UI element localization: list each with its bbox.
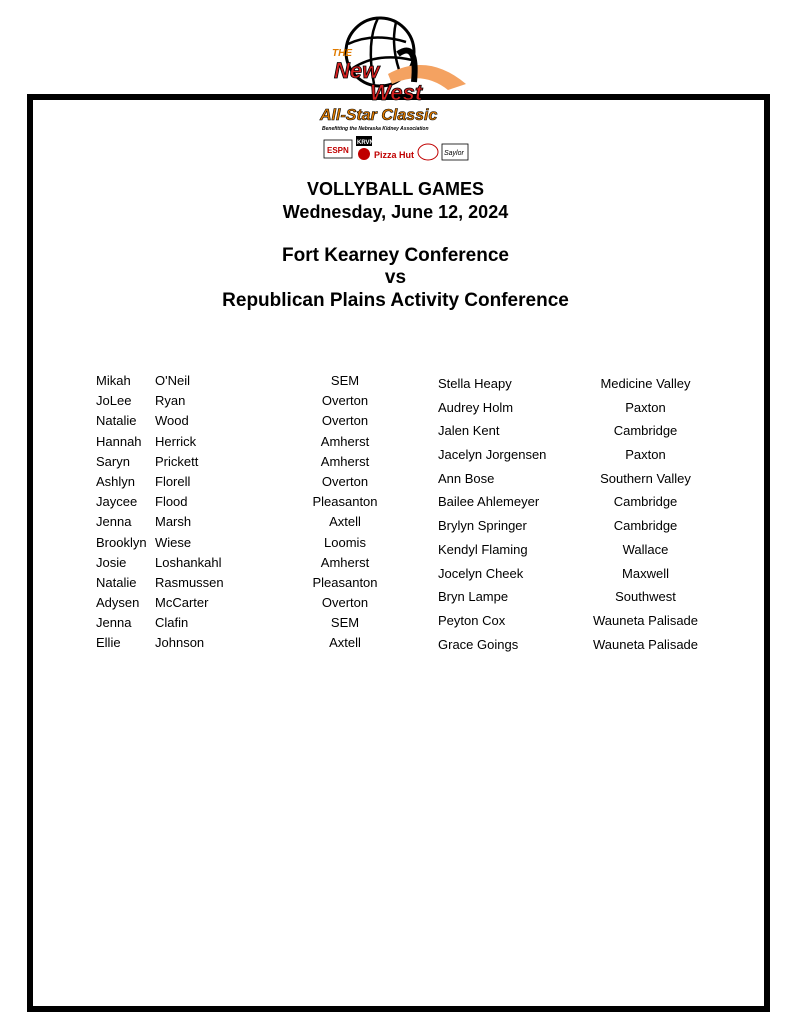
player-school: Southwest [615, 589, 676, 605]
player-first-name: Jaycee [96, 494, 138, 510]
svg-text:ESPN: ESPN [327, 146, 349, 155]
player-last-name: McCarter [155, 595, 209, 611]
roster-row [96, 633, 416, 653]
player-name: Peyton Cox [438, 612, 506, 628]
player-first-name: Jenna [96, 615, 132, 631]
player-first-name: Natalie [96, 574, 137, 590]
roster-row [96, 533, 416, 553]
player-school: Pleasanton [312, 494, 378, 510]
roster-row [96, 573, 416, 593]
roster-row [438, 372, 728, 396]
player-first-name: JoLee [96, 393, 132, 409]
roster-row [438, 490, 728, 514]
roster-row [96, 472, 416, 492]
roster-row [96, 492, 416, 512]
player-school: Amherst [320, 433, 370, 449]
player-school: Wauneta Palisade [592, 612, 699, 628]
player-name: Bailee Ahlemeyer [438, 494, 540, 510]
player-name: Ann Bose [438, 470, 495, 486]
player-last-name: Wiese [155, 534, 192, 550]
team2-name: Republican Plains Activity Conference [222, 290, 569, 311]
player-first-name: Brooklyn [96, 534, 147, 550]
player-first-name: Jenna [96, 514, 132, 530]
event-title: VOLLYBALL GAMES [306, 179, 485, 199]
svg-text:Benefitting the Nebraska Kidne: Benefitting the Nebraska Kidney Association [322, 126, 429, 132]
roster-row [438, 562, 728, 586]
player-last-name: Johnson [155, 635, 205, 651]
player-last-name: Herrick [155, 433, 197, 449]
roster-row [438, 514, 728, 538]
roster-row [96, 553, 416, 573]
roster-row [96, 391, 416, 411]
svg-text:New: New [334, 58, 380, 83]
player-first-name: Adysen [96, 595, 140, 611]
player-school: Maxwell [622, 565, 669, 581]
roster-row [438, 396, 728, 420]
player-school: SEM [330, 615, 360, 631]
player-first-name: Saryn [96, 453, 130, 469]
player-school: Amherst [320, 554, 370, 570]
player-first-name: Natalie [96, 413, 137, 429]
player-name: Grace Goings [438, 636, 519, 652]
player-school: Cambridge [613, 518, 678, 534]
fort-kearney-roster [96, 371, 416, 654]
vs-label: vs [384, 267, 407, 288]
roster-row [438, 585, 728, 609]
roster-row [438, 633, 728, 657]
player-school: Axtell [329, 514, 361, 530]
svg-text:KRVN: KRVN [357, 140, 374, 146]
player-first-name: Ellie [96, 635, 121, 651]
player-name: Brylyn Springer [438, 518, 527, 534]
player-name: Audrey Holm [438, 399, 514, 415]
player-last-name: Loshankahl [155, 554, 222, 570]
roster-row [438, 419, 728, 443]
player-school: Overton [321, 473, 369, 489]
rpac-roster [438, 372, 728, 656]
player-school: Wauneta Palisade [592, 636, 699, 652]
roster-row [96, 411, 416, 431]
team1-name: Fort Kearney Conference [281, 245, 509, 266]
player-school: Cambridge [613, 423, 678, 439]
all-star-classic-logo [318, 12, 478, 172]
player-last-name: Prickett [155, 453, 199, 469]
svg-text:Pizza Hut: Pizza Hut [374, 150, 415, 160]
player-school: Paxton [625, 447, 666, 463]
player-school: Amherst [320, 453, 370, 469]
roster-row [96, 452, 416, 472]
player-first-name: Josie [96, 554, 127, 570]
player-last-name: Wood [155, 413, 189, 429]
player-school: Pleasanton [312, 574, 378, 590]
player-name: Jalen Kent [438, 423, 500, 439]
svg-text:All-Star Classic: All-Star Classic [320, 107, 438, 124]
event-date: Wednesday, June 12, 2024 [282, 202, 509, 222]
svg-text:Saylor: Saylor [444, 150, 464, 157]
roster-row [96, 512, 416, 532]
player-school: Axtell [329, 635, 361, 651]
player-last-name: Rasmussen [155, 574, 224, 590]
player-school: Cambridge [613, 494, 678, 510]
svg-text:THE: THE [332, 48, 352, 59]
roster-row [96, 432, 416, 452]
roster-row [96, 613, 416, 633]
player-first-name: Hannah [96, 433, 142, 449]
player-school: Wallace [622, 541, 669, 557]
player-first-name: Mikah [96, 373, 131, 388]
player-school: Southern Valley [600, 470, 691, 486]
player-name: Jocelyn Cheek [438, 565, 524, 581]
player-name: Jacelyn Jorgensen [438, 447, 547, 463]
player-last-name: Clafin [155, 615, 189, 631]
player-name: Stella Heapy [438, 376, 512, 391]
roster-row [96, 593, 416, 613]
player-name: Bryn Lampe [438, 589, 509, 605]
roster-row [438, 609, 728, 633]
roster-row [96, 371, 416, 391]
roster-row [438, 538, 728, 562]
player-last-name: Flood [155, 494, 188, 510]
player-name: Kendyl Flaming [438, 541, 528, 557]
player-first-name: Ashlyn [96, 473, 136, 489]
player-last-name: O'Neil [155, 373, 190, 388]
player-last-name: Ryan [155, 393, 186, 409]
player-school: Overton [321, 393, 369, 409]
player-last-name: Marsh [155, 514, 192, 530]
player-school: SEM [330, 373, 360, 388]
player-school: Medicine Valley [600, 376, 691, 391]
roster-row [438, 443, 728, 467]
player-school: Paxton [625, 399, 666, 415]
player-last-name: Florell [155, 473, 191, 489]
svg-text:West: West [370, 80, 423, 105]
player-school: Overton [321, 413, 369, 429]
roster-row [438, 467, 728, 491]
player-school: Overton [321, 595, 369, 611]
player-school: Loomis [324, 534, 366, 550]
